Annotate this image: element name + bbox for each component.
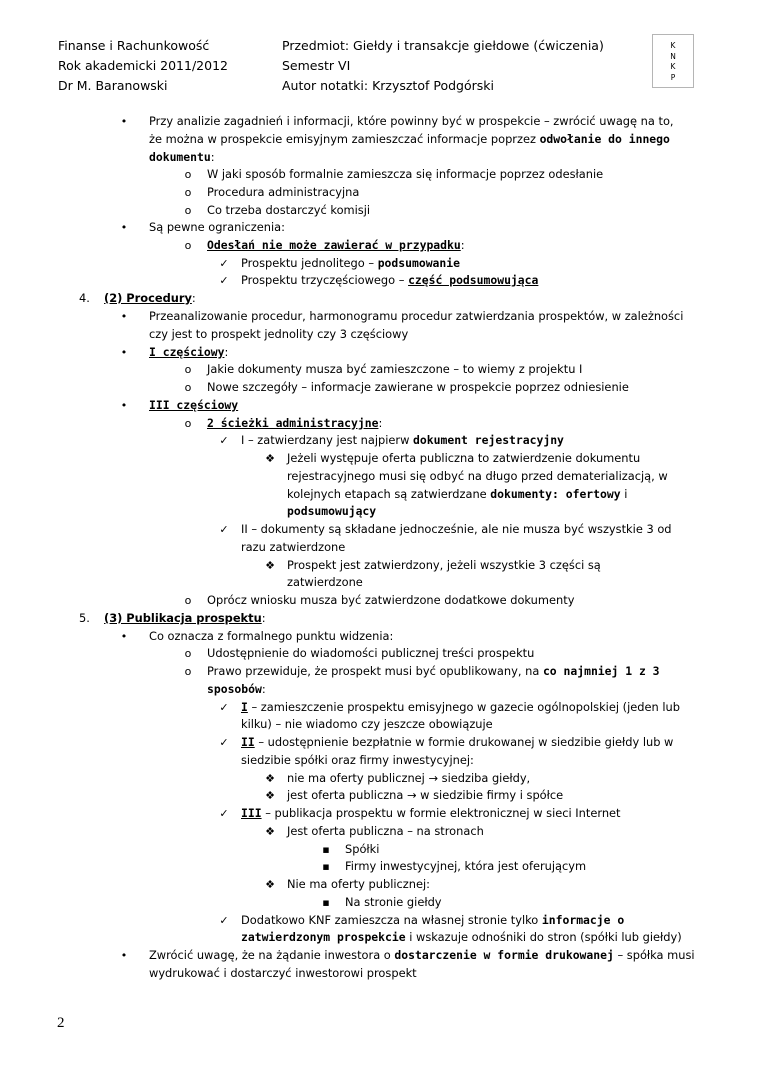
text-line: Co oznacza z formalnego punktu widzenia: xyxy=(149,629,394,643)
text-line: II – dokumenty są składane jednocześnie, ale nie musza być wszystkie 3 od xyxy=(241,522,672,536)
diamond-marker: ❖ xyxy=(265,789,275,802)
text-line: siedzibie spółki oraz firmy inwestycyjnej: xyxy=(241,753,474,767)
text-line: Prospektu trzyczęściowego – część podsumowująca xyxy=(241,273,539,287)
circle-marker: o xyxy=(184,647,192,660)
header-author: Autor notatki: Krzysztof Podgórski xyxy=(282,78,494,93)
text-line: sposobów: xyxy=(207,682,266,696)
text-line: Jest oferta publiczna – na stronach xyxy=(287,824,484,838)
text-line: Firmy inwestycyjnej, która jest oferującym xyxy=(345,859,587,873)
text-line: I częściowy: xyxy=(149,345,229,359)
square-marker: ▪ xyxy=(322,843,330,856)
diamond-marker: ❖ xyxy=(265,452,275,465)
text-line: II – udostępnienie bezpłatnie w formie drukowanej w siedzibie giełdy lub w xyxy=(241,735,674,749)
text-line: Są pewne ograniczenia: xyxy=(149,220,285,234)
bullet-marker: • xyxy=(120,399,128,412)
text-line: Spółki xyxy=(345,842,380,856)
bullet-marker: • xyxy=(120,630,128,643)
knkp-logo: K N K P xyxy=(652,34,694,88)
text-line: że można w prospekcie emisyjnym zamieszczać informacje poprzez odwołanie do innego xyxy=(149,132,670,146)
bullet-marker: • xyxy=(120,115,128,128)
check-marker: ✓ xyxy=(219,274,229,287)
text-line: Jeżeli występuje oferta publiczna to zatwierdzenie dokumentu xyxy=(287,451,641,465)
header-left xyxy=(58,36,228,96)
header-subject: Przedmiot: Giełdy i transakcje giełdowe (ćwiczenia) xyxy=(282,38,604,53)
square-marker: ▪ xyxy=(322,860,330,873)
check-marker: ✓ xyxy=(219,736,229,749)
text-line: Dodatkowo KNF zamieszcza na własnej stronie tylko informacje o xyxy=(241,913,625,927)
text-line: Jakie dokumenty musza być zamieszczone – to wiemy z projektu I xyxy=(207,362,583,376)
text-line: nie ma oferty publicznej → siedziba giełdy, xyxy=(287,771,531,785)
text-line: razu zatwierdzone xyxy=(241,540,346,554)
text-line: Przeanalizowanie procedur, harmonogramu procedur zatwierdzania prospektów, w zależności xyxy=(149,309,684,323)
check-marker: ✓ xyxy=(219,701,229,714)
circle-marker: o xyxy=(184,186,192,199)
circle-marker: o xyxy=(184,168,192,181)
circle-marker: o xyxy=(184,594,192,607)
square-marker: ▪ xyxy=(322,896,330,909)
section-heading: (3) Publikacja prospektu: xyxy=(104,611,266,625)
text-line: Przy analizie zagadnień i informacji, które powinny być w prospekcie – zwrócić uwagę na to, xyxy=(149,114,674,128)
text-line: Procedura administracyjna xyxy=(207,185,360,199)
text-line: Prawo przewiduje, że prospekt musi być opublikowany, na co najmniej 1 z 3 xyxy=(207,664,660,678)
text-line: 2 ścieżki administracyjne: xyxy=(207,416,383,430)
circle-marker: o xyxy=(184,665,192,678)
text-line: kilku) – nie wiadomo czy jeszcze obowiązuje xyxy=(241,717,493,731)
text-line: Oprócz wniosku musza być zatwierdzone dodatkowe dokumenty xyxy=(207,593,575,607)
bullet-marker: • xyxy=(120,949,128,962)
text-line: W jaki sposób formalnie zamieszcza się informacje poprzez odesłanie xyxy=(207,167,604,181)
text-line: Zwrócić uwagę, że na żądanie inwestora o dostarczenie w formie drukowanej – spółka musi xyxy=(149,948,695,962)
text-line: Odesłań nie może zawierać w przypadku: xyxy=(207,238,465,252)
text-line: rejestracyjnego musi się odbyć na długo przed dematerializacją, w xyxy=(287,469,668,483)
check-marker: ✓ xyxy=(219,523,229,536)
text-line: Prospektu jednolitego – podsumowanie xyxy=(241,256,460,270)
header-middle xyxy=(282,36,604,96)
circle-marker: o xyxy=(184,417,192,430)
header-year: Rok akademicki 2011/2012 xyxy=(58,58,228,73)
diamond-marker: ❖ xyxy=(265,772,275,785)
text-line: I – zatwierdzany jest najpierw dokument rejestracyjny xyxy=(241,433,564,447)
text-line: Nie ma oferty publicznej: xyxy=(287,877,430,891)
diamond-marker: ❖ xyxy=(265,825,275,838)
list-number: 4. xyxy=(79,291,90,305)
text-line: jest oferta publiczna → w siedzibie firmy i spółce xyxy=(287,788,564,802)
diamond-marker: ❖ xyxy=(265,559,275,572)
circle-marker: o xyxy=(184,204,192,217)
text-line: dokumentu: xyxy=(149,150,215,164)
section-heading: (2) Procedury: xyxy=(104,291,196,305)
text-line: zatwierdzone xyxy=(287,575,363,589)
text-line: wydrukować i dostarczyć inwestorowi prospekt xyxy=(149,966,417,980)
circle-marker: o xyxy=(184,239,192,252)
text-line: Prospekt jest zatwierdzony, jeżeli wszystkie 3 części są xyxy=(287,558,601,572)
bullet-marker: • xyxy=(120,221,128,234)
header-lecturer: Dr M. Baranowski xyxy=(58,78,168,93)
text-line: Co trzeba dostarczyć komisji xyxy=(207,203,371,217)
check-marker: ✓ xyxy=(219,914,229,927)
text-line: zatwierdzonym prospekcie i wskazuje odnośniki do stron (spółki lub giełdy) xyxy=(241,930,682,944)
bullet-marker: • xyxy=(120,346,128,359)
check-marker: ✓ xyxy=(219,807,229,820)
page-number: 2 xyxy=(57,1015,65,1031)
text-line: I – zamieszczenie prospektu emisyjnego w gazecie ogólnopolskiej (jeden lub xyxy=(241,700,680,714)
list-number: 5. xyxy=(79,611,90,625)
text-line: Udostępnienie do wiadomości publicznej treści prospektu xyxy=(207,646,535,660)
text-line: Nowe szczegóły – informacje zawierane w prospekcie poprzez odniesienie xyxy=(207,380,629,394)
text-line: podsumowujący xyxy=(287,504,377,518)
check-marker: ✓ xyxy=(219,434,229,447)
circle-marker: o xyxy=(184,363,192,376)
text-line: kolejnych etapach są zatwierdzane dokumenty: ofertowy i xyxy=(287,487,628,501)
header-course: Finanse i Rachunkowość xyxy=(58,38,210,53)
header-semester: Semestr VI xyxy=(282,58,351,73)
circle-marker: o xyxy=(184,381,192,394)
text-line: czy jest to prospekt jednolity czy 3 częściowy xyxy=(149,327,409,341)
text-line: Na stronie giełdy xyxy=(345,895,442,909)
diamond-marker: ❖ xyxy=(265,878,275,891)
text-line: III – publikacja prospektu w formie elektronicznej w sieci Internet xyxy=(241,806,621,820)
text-line: III częściowy xyxy=(149,398,239,412)
check-marker: ✓ xyxy=(219,257,229,270)
bullet-marker: • xyxy=(120,310,128,323)
